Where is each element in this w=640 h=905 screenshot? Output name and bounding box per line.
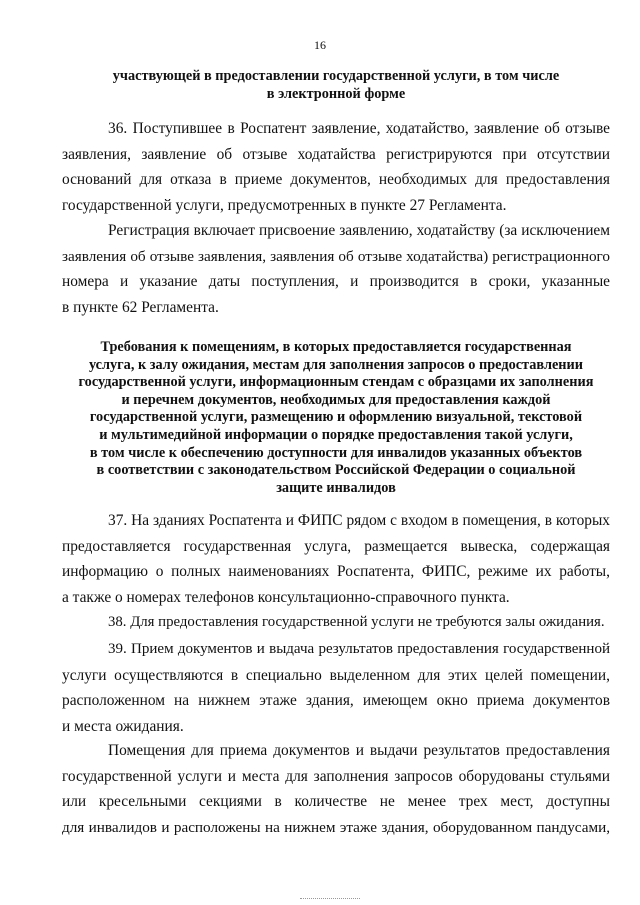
paragraph-36	[62, 116, 610, 218]
paragraph-line: информацию о полных наименованиях Роспатента, ФИПС, режиме их работы,	[62, 563, 610, 581]
heading-line: участвующей в предоставлении государственной услуги, в том числе	[112, 68, 560, 84]
paragraph-37	[62, 508, 610, 610]
paragraph-line: 38. Для предоставления государственной услуги не требуются залы ожидания.	[108, 614, 605, 630]
heading-line: и перечнем документов, необходимых для предоставления каждой	[121, 391, 551, 408]
paragraph-line: услуги осуществляются в специально выделенном для этих целей помещении,	[62, 666, 610, 684]
heading-line: услуга, к залу ожидания, местам для заполнения запросов о предоставлении	[88, 356, 584, 373]
paragraph-line: или кресельными секциями в количестве не менее трех мест, доступны	[62, 793, 610, 811]
section-heading-requirements	[62, 339, 610, 497]
heading-line: защите инвалидов	[276, 479, 396, 496]
paragraph-line: 37. На зданиях Роспатента и ФИПС рядом с входом в помещения, в которых	[108, 512, 610, 529]
heading-line: в соответствии с законодательством Российской Федерации о социальной	[96, 462, 576, 479]
paragraph-line: Регистрация включает присвоение заявлению, ходатайству (за исключением	[108, 222, 610, 239]
paragraph-line: государственной услуги, предусмотренных в пункте 27 Регламента.	[62, 196, 507, 214]
paragraph-line: оснований для отказа в приеме документов, необходимых для предоставления	[62, 171, 610, 189]
paragraph-39	[62, 637, 610, 739]
paragraph-line: расположенном на нижнем этаже здания, имеющем окно приема документов	[62, 692, 610, 710]
heading-line: в том числе к обеспечению доступности для инвалидов указанных объектов	[89, 444, 583, 461]
heading-line: государственной услуги, размещению и оформлению визуальной, текстовой	[89, 409, 583, 426]
paragraph-line: государственной услуги и места для заполнения запросов оборудованы стульями	[62, 767, 610, 785]
page-number: 16	[314, 38, 326, 52]
paragraph-38	[62, 610, 610, 636]
heading-line: в электронной форме	[266, 85, 406, 102]
paragraph-line: номера и указание даты поступления, и производится в сроки, указанные	[62, 273, 610, 291]
paragraph-premises	[62, 738, 610, 840]
paragraph-line: в пункте 62 Регламента.	[62, 298, 219, 316]
scan-artifact	[300, 898, 360, 899]
paragraph-line: предоставляется государственная услуга, размещается вывеска, содержащая	[62, 537, 610, 555]
paragraph-registration	[62, 218, 610, 320]
paragraph-line: и места ожидания.	[62, 717, 184, 735]
section-heading-top	[62, 68, 610, 103]
heading-line: и мультимедийной информации о порядке предоставления такой услуги,	[99, 426, 573, 443]
paragraph-line: а также о номерах телефонов консультационно-справочного пункта.	[62, 588, 510, 606]
heading-line: Требования к помещениям, в которых предоставляется государственная	[100, 339, 572, 355]
paragraph-line: Помещения для приема документов и выдачи результатов предоставления	[108, 742, 610, 759]
paragraph-line: заявления об отзыве заявления, заявления об отзыве ходатайства) регистрационного	[62, 247, 610, 265]
paragraph-line: 36. Поступившее в Роспатент заявление, ходатайство, заявление об отзыве	[108, 120, 610, 137]
paragraph-line: для инвалидов и расположены на нижнем этаже здания, оборудованном пандусами,	[62, 818, 610, 836]
paragraph-line: заявления, заявление об отзыве ходатайства регистрируются при отсутствии	[62, 145, 610, 163]
paragraph-line: 39. Прием документов и выдача результатов предоставления государственной	[108, 641, 610, 657]
heading-line: государственной услуги, информационным стендам с образцами их заполнения	[78, 374, 594, 391]
